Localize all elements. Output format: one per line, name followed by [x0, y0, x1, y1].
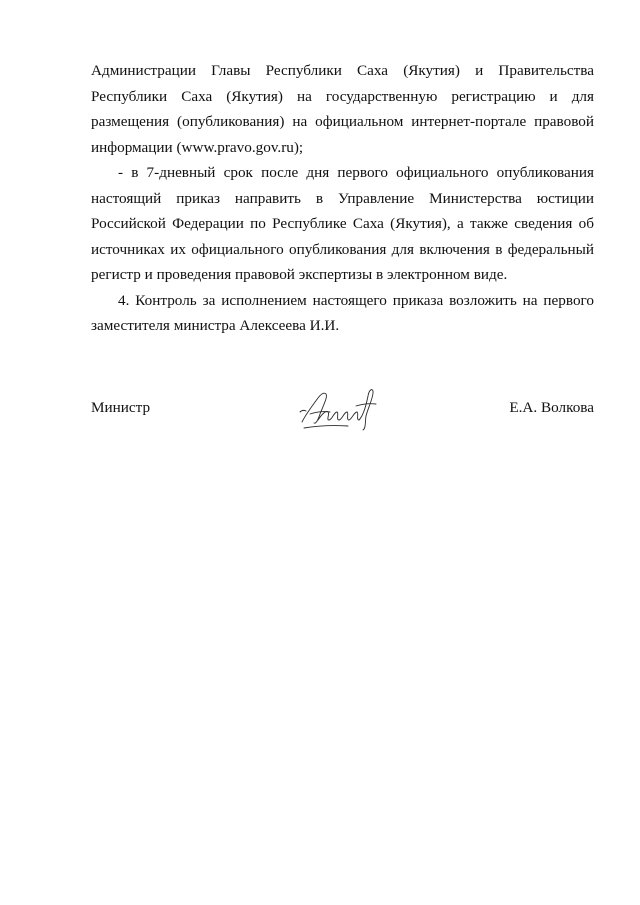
- document-body: [91, 58, 594, 339]
- signer-name: Е.А. Волкова: [509, 399, 594, 416]
- paragraph-control-clause: 4. Контроль за исполнением настоящего приказа возложить на первого заместителя министра Алексеева И.И.: [91, 291, 594, 334]
- signatory-position: Министр: [91, 399, 151, 416]
- paragraph-continuation: Администрации Главы Республики Саха (Якутия) и Правительства Республики Саха (Якутия) на государственную регистрацию и для размещения (опубликования) на официальном интернет-портале правовой информации (www.pravo.gov.ru);: [91, 62, 594, 156]
- handwritten-signature: [296, 384, 380, 432]
- paragraph-7-day-term: - в 7-дневный срок после дня первого официального опубликования настоящий приказ направить в Управление Министерства юстиции Российской Федерации по Республике Саха (Якутия), а также сведения об источниках их официального опубликования для включения в федеральный регистр и проведения правовой экспертизы в электронном виде.: [91, 164, 594, 283]
